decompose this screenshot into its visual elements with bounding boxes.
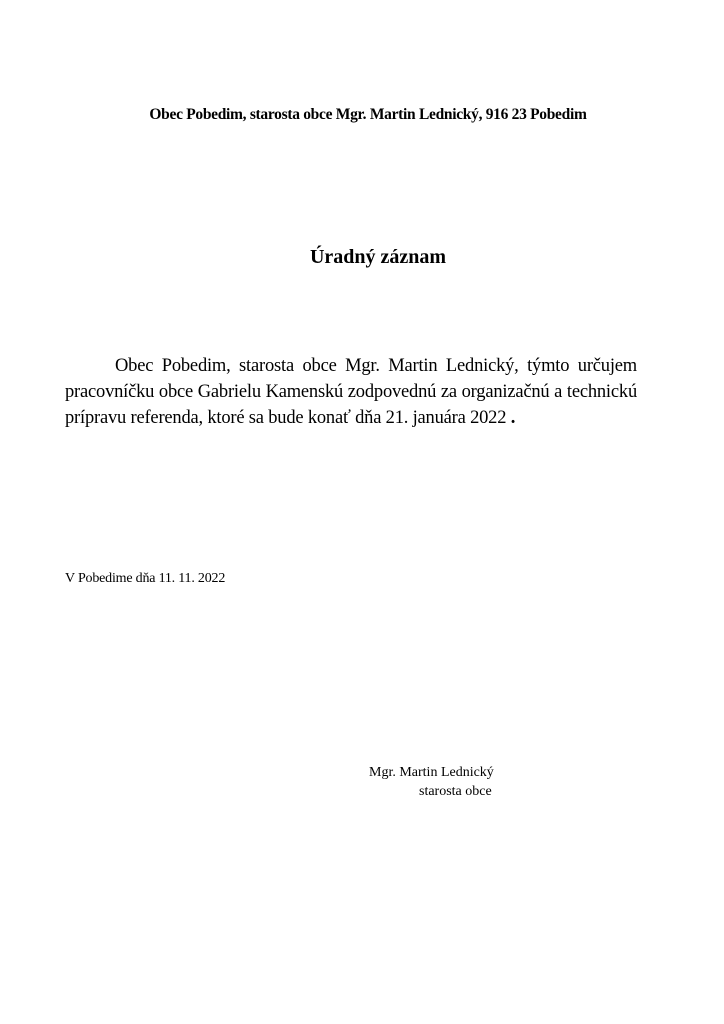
letterhead (0, 106, 724, 124)
body-paragraph-end: . (510, 408, 516, 428)
body-paragraph-text: Obec Pobedim, starosta obce Mgr. Martin Lednický, týmto určujem pracovníčku obce Gabrielu Kamenskú zodpovednú za organizačnú a technickú prípravu referenda, ktoré sa bude konať dňa 21. januára 2022 (65, 356, 637, 428)
body-paragraph (65, 353, 637, 431)
place-and-date: V Pobedime dňa 11. 11. 2022 (65, 571, 226, 586)
letterhead-text: Obec Pobedim, starosta obce Mgr. Martin Lednický, 916 23 Pobedim (149, 106, 587, 123)
signature-block (369, 763, 494, 801)
document-title-text: Úradný záznam (309, 246, 447, 268)
signatory-role: starosta obce (419, 784, 492, 799)
document-title (0, 246, 724, 269)
signatory-name: Mgr. Martin Lednický (369, 765, 494, 780)
